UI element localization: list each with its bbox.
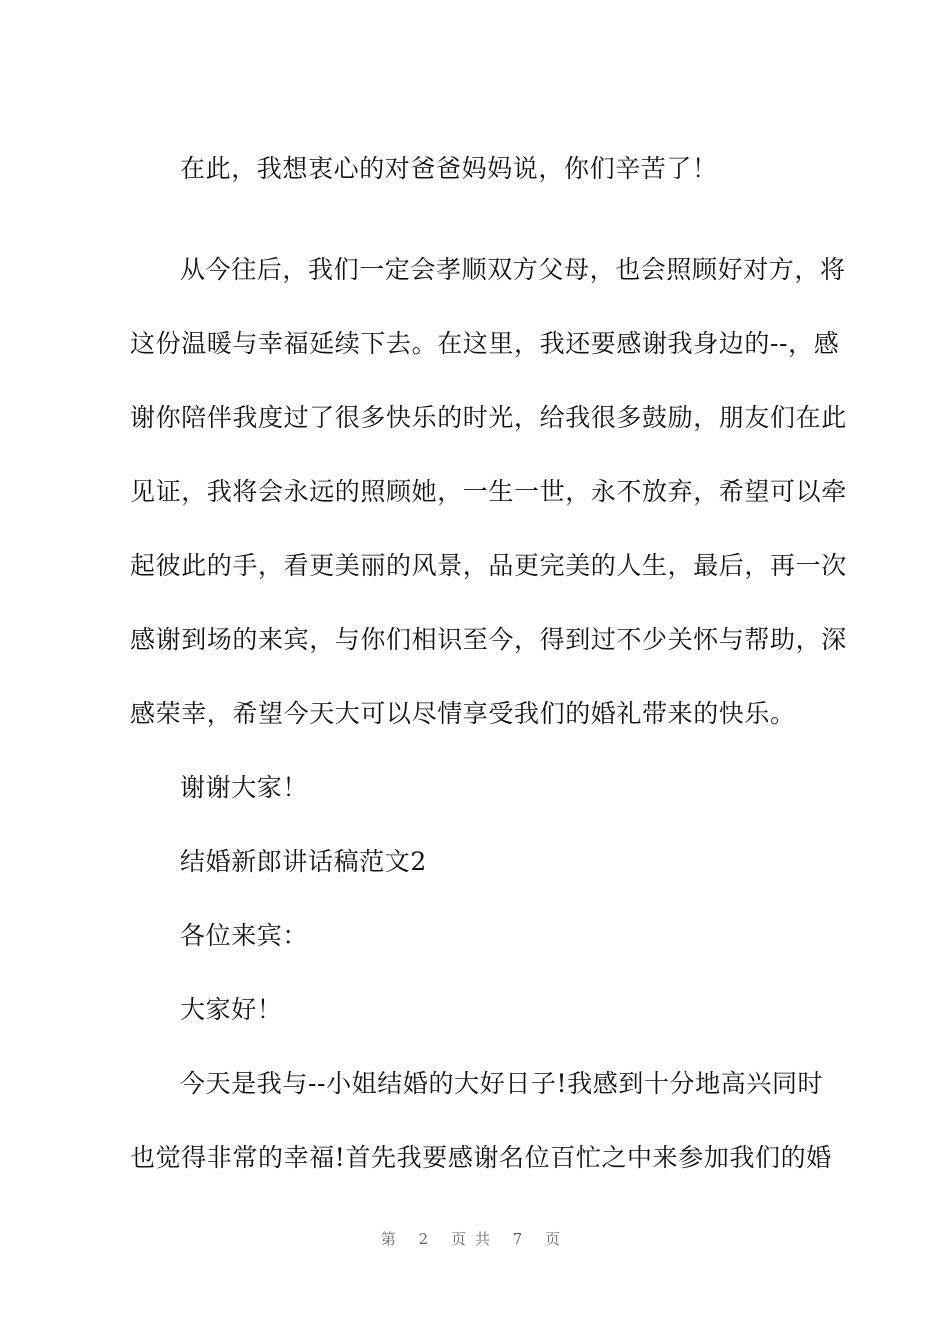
paragraph-line-4: 谢你陪伴我度过了很多快乐的时光，给我很多鼓励，朋友们在此 bbox=[130, 403, 847, 432]
paragraph-line-7: 感谢到场的来宾，与你们相识至今，得到过不少关怀与帮助，深 bbox=[130, 625, 847, 654]
paragraph-line-3: 这份温暖与幸福延续下去。在这里，我还要感谢我身边的--，感 bbox=[130, 329, 840, 358]
paragraph-line-8: 感荣幸，希望今天大可以尽情享受我们的婚礼带来的快乐。 bbox=[130, 699, 796, 728]
section-title: 结婚新郎讲话稿范文2 bbox=[180, 847, 427, 876]
paragraph-line-5: 见证，我将会永远的照顾她，一生一世，永不放弃，希望可以牵 bbox=[130, 477, 847, 506]
closing-thanks: 谢谢大家！ bbox=[180, 773, 309, 802]
greeting: 大家好！ bbox=[180, 995, 283, 1024]
page-footer: 第 2 页共 7 页 bbox=[380, 1230, 570, 1248]
paragraph-line-1: 在此，我想衷心的对爸爸妈妈说，你们辛苦了！ bbox=[180, 154, 718, 183]
paragraph-line-14: 也觉得非常的幸福!首先我要感谢名位百忙之中来参加我们的婚 bbox=[130, 1143, 832, 1172]
paragraph-line-2: 从今往后，我们一定会孝顺双方父母，也会照顾好对方，将 bbox=[180, 255, 846, 284]
salutation: 各位来宾： bbox=[180, 921, 309, 950]
paragraph-line-6: 起彼此的手，看更美丽的风景，品更完美的人生，最后，再一次 bbox=[130, 551, 847, 580]
paragraph-line-13: 今天是我与--小姐结婚的大好日子!我感到十分地高兴同时 bbox=[180, 1069, 824, 1098]
